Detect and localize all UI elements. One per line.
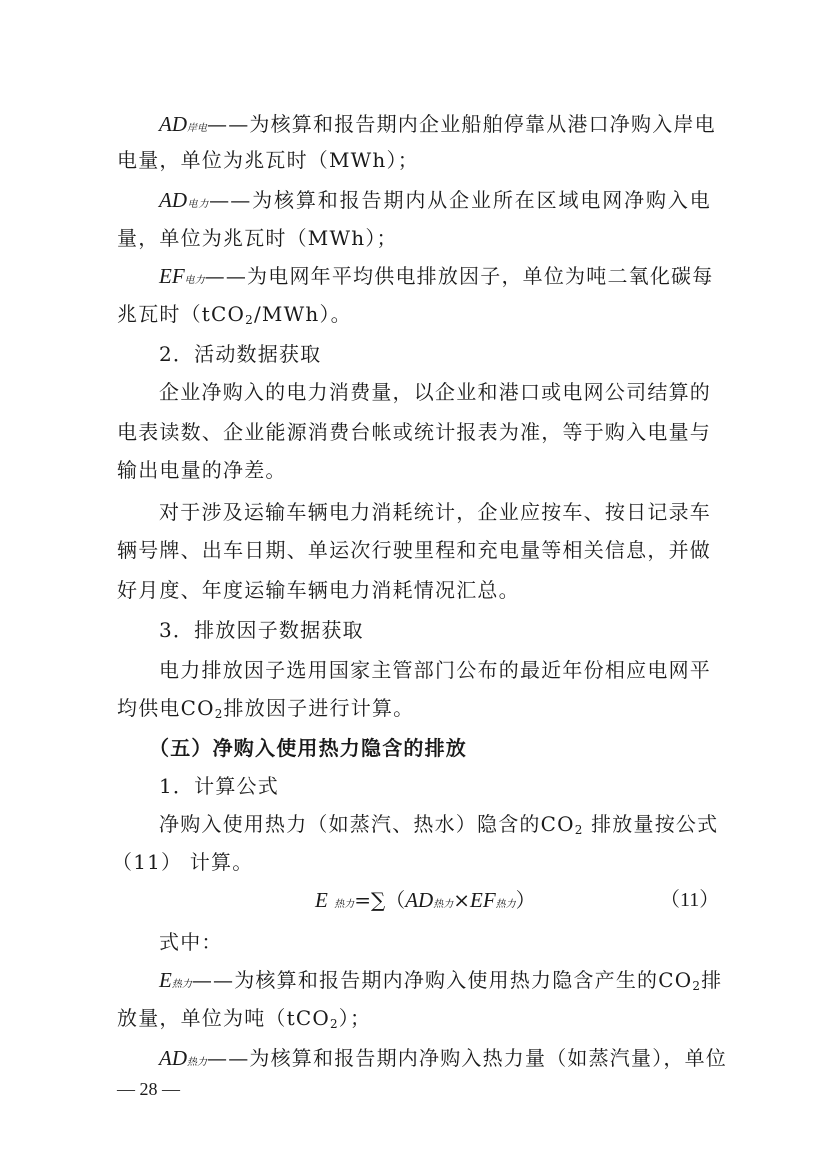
heading-activity-data: 2．活动数据获取 — [159, 342, 322, 366]
heading-emission-factor-data: 3．排放因子数据获取 — [159, 618, 364, 642]
definition-ad-heat: AD热力——为核算和报告期内净购入热力量（如蒸汽量），单位 — [159, 1046, 727, 1070]
definition-ef-electricity: EF电力——为电网年平均供电排放因子，单位为吨二氧化碳每 — [159, 264, 714, 288]
definition-e-heat: E热力——为核算和报告期内净购入使用热力隐含产生的$CO_2$排 — [159, 968, 723, 993]
paragraph-vehicle-electricity: 对于涉及运输车辆电力消耗统计，企业应按车、按日记录车 — [159, 500, 711, 524]
heading-calculation-formula: 1．计算公式 — [159, 774, 279, 798]
paragraph-emission-factor-2: 均供电$CO_2$排放因子进行计算。 — [117, 696, 415, 721]
paragraph-heat-emission: 净购入使用热力（如蒸汽、热水）隐含的$CO_2$ 排放量按公式 — [159, 812, 719, 837]
definition-ad-shore-power-cont: 电量，单位为兆瓦时（MWh）； — [117, 148, 419, 172]
section-heading-heat: （五）净购入使用热力隐含的排放 — [149, 736, 467, 760]
formula-11: E 热力=∑（AD热力×EF热力） — [315, 888, 536, 912]
definition-ad-electricity-cont: 量，单位为兆瓦时（MWh）； — [117, 226, 398, 250]
paragraph-emission-factor: 电力排放因子选用国家主管部门公布的最近年份相应电网平 — [159, 658, 711, 682]
page-number: — 28 — — [117, 1079, 180, 1099]
where-label: 式中： — [159, 930, 223, 954]
definition-ad-shore-power: AD岸电——为核算和报告期内企业船舶停靠从港口净购入岸电 — [159, 112, 716, 136]
paragraph-vehicle-electricity-3: 好月度、年度运输车辆电力消耗情况汇总。 — [117, 578, 520, 602]
equation-number: （11） — [660, 889, 720, 911]
definition-e-heat-cont: 放量，单位为吨（tCO$_2$）； — [117, 1006, 372, 1031]
paragraph-vehicle-electricity-2: 辆号牌、出车日期、单运次行驶里程和充电量等相关信息，并做 — [117, 538, 711, 562]
paragraph-heat-emission-2: （11） 计算。 — [112, 850, 254, 874]
paragraph-electricity-consumption-3: 输出电量的净差。 — [117, 458, 287, 482]
paragraph-electricity-consumption-2: 电表读数、企业能源消费台帐或统计报表为准，等于购入电量与 — [117, 420, 711, 444]
definition-ad-electricity: AD电力——为核算和报告期内从企业所在区域电网净购入电 — [159, 188, 712, 212]
definition-ef-electricity-cont: 兆瓦时（tCO$_2$/MWh）。 — [117, 302, 352, 327]
paragraph-electricity-consumption: 企业净购入的电力消费量，以企业和港口或电网公司结算的 — [159, 380, 711, 404]
